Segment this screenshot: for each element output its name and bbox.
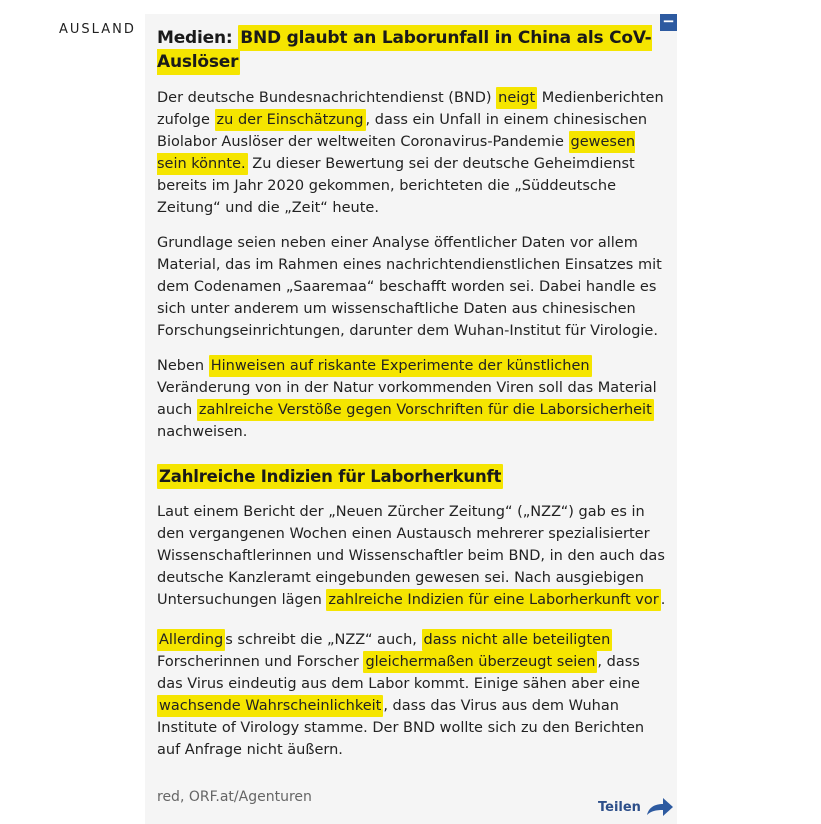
source-credit: red, ORF.at/Agenturen — [157, 789, 312, 805]
text-run: Medienberichten zufolge — [157, 90, 664, 128]
subheading — [157, 465, 667, 489]
paragraph-1 — [157, 87, 667, 219]
text-run: nachweisen. — [157, 424, 248, 440]
text-run: , dass das Virus eindeutig aus dem Labor kommt. Einige sähen aber eine — [157, 654, 640, 692]
paragraph-3 — [157, 355, 667, 443]
paragraph-4 — [157, 501, 667, 611]
section-label: AUSLAND — [59, 22, 136, 37]
share-arrow-icon[interactable] — [645, 795, 675, 819]
highlight: gewesen sein könnte. — [157, 131, 635, 175]
article-title[interactable] — [157, 26, 667, 74]
highlight: zahlreiche Indizien für eine Laborherkunft vor — [326, 589, 660, 611]
paragraph-5 — [157, 629, 667, 761]
highlight: gleichermaßen überzeugt seien — [363, 651, 597, 673]
text-run: s schreibt die „NZZ“ auch, — [225, 632, 422, 648]
text-run: Veränderung von in der Natur vorkommenden Viren soll das Material auch — [157, 380, 657, 418]
highlight: neigt — [496, 87, 537, 109]
subheading-highlight: Zahlreiche Indizien für Laborherkunft — [157, 464, 503, 489]
text-run: Neben — [157, 358, 209, 374]
title-highlight: BND glaubt an Laborunfall in China als CoV-Auslöser — [157, 25, 652, 75]
share-button[interactable]: Teilen — [598, 800, 641, 815]
title-prefix: Medien: — [157, 28, 239, 48]
highlight: zahlreiche Verstöße gegen Vorschriften für die Laborsicherheit — [197, 399, 654, 421]
highlight: zu der Einschätzung — [215, 109, 366, 131]
text-run: Forscherinnen und Forscher — [157, 654, 364, 670]
collapse-button[interactable]: − — [660, 14, 677, 31]
text-run: , dass ein Unfall in einem chinesischen Biolabor Auslöser der weltweiten Coronavirus-Pandemie — [157, 112, 648, 150]
article-content — [157, 26, 667, 761]
highlight: dass nicht alle beteiligten — [422, 629, 613, 651]
text-run: Der deutsche Bundesnachrichtendienst (BND) — [157, 90, 497, 106]
paragraph-2: Grundlage seien neben einer Analyse öffentlicher Daten vor allem Material, das im Rahmen eines nachrichtendienstlichen Einsatzes mit dem Codenamen „Saaremaa“ beschafft worden sei. Dabei handle es sich unter anderem um wissenschaftliche Daten aus chinesischen Forschungseinrichtungen, darunter dem Wuhan-Institut für Virologie. — [157, 235, 662, 339]
highlight: Hinweisen auf riskante Experimente der künstlichen — [209, 355, 592, 377]
highlight: wachsende Wahrscheinlichkeit — [157, 695, 383, 717]
text-run: Zu dieser Bewertung sei der deutsche Geheimdienst bereits im Jahr 2020 gekommen, berichteten die „Süddeutsche Zeitung“ und die „Zeit“ heute. — [157, 156, 635, 216]
text-run: Laut einem Bericht der „Neuen Zürcher Zeitung“ („NZZ“) gab es in den vergangenen Wochen einen Austausch mehrerer spezialisierter Wissenschaftlerinnen und Wissenschaftler beim BND, in den auch das deutsche Kanzleramt eingebunden gewesen sei. Nach ausgiebigen Untersuchungen lägen — [157, 504, 665, 608]
text-run: . — [660, 592, 666, 608]
text-run: , dass das Virus aus dem Wuhan Institute of Virology stamme. Der BND wollte sich zu den Berichten auf Anfrage nicht äußern. — [157, 698, 645, 758]
highlight: Allerding — [157, 629, 225, 651]
